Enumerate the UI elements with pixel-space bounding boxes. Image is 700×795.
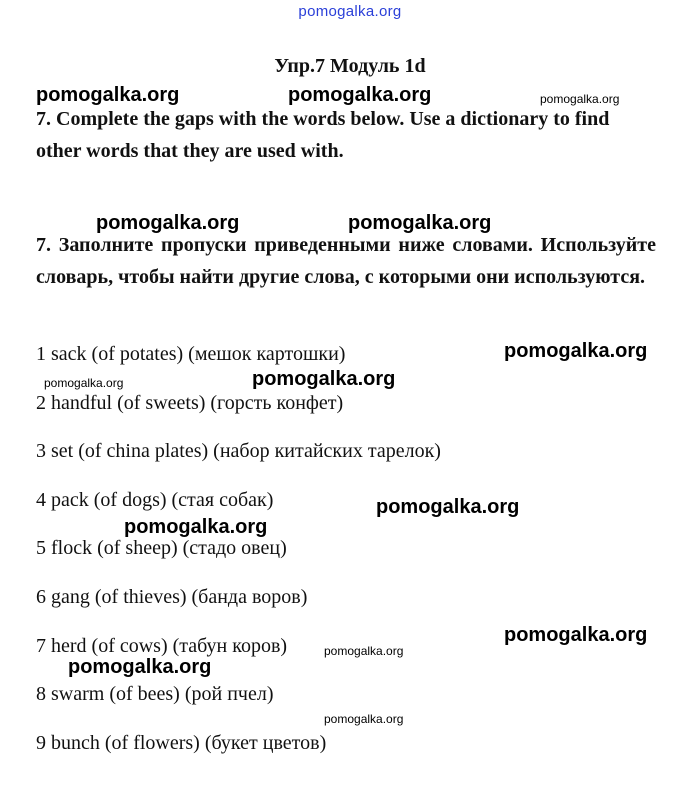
instruction-english: 7. Complete the gaps with the words below. Use a dictionary to find other words that they are used with. <box>36 108 610 162</box>
answer-item: 1 sack (of potates) (мешок картошки) <box>36 343 346 365</box>
watermark: pomogalka.org <box>324 712 404 726</box>
watermark: pomogalka.org <box>348 212 492 234</box>
watermark: pomogalka.org <box>44 376 124 390</box>
instruction-russian: 7. Заполните пропуски приведенными ниже словами. Используйте словарь, чтобы найти другие слова, с которыми они используются. <box>36 234 656 288</box>
watermark: pomogalka.org <box>324 644 404 658</box>
exercise-title: Упр.7 Модуль 1d <box>274 55 426 77</box>
watermark: pomogalka.org <box>36 84 180 106</box>
answer-item: 7 herd (of cows) (табун коров) <box>36 634 288 657</box>
watermark: pomogalka.org <box>504 340 648 362</box>
watermark: pomogalka.org <box>376 496 520 518</box>
watermark: pomogalka.org <box>124 516 268 538</box>
watermark: pomogalka.org <box>252 368 396 390</box>
site-link[interactable]: pomogalka.org <box>298 3 402 20</box>
answer-item: 5 flock (of sheep) (стадо овец) <box>36 537 287 560</box>
watermark: pomogalka.org <box>68 656 212 678</box>
watermark: pomogalka.org <box>96 212 240 234</box>
answer-item: 4 pack (of dogs) (стая собак) <box>36 488 274 511</box>
answer-item: 2 handful (of sweets) (горсть конфет) <box>36 391 344 414</box>
answer-item: 9 bunch (of flowers) (букет цветов) <box>36 731 327 754</box>
watermark: pomogalka.org <box>288 84 432 106</box>
answer-item: 6 gang (of thieves) (банда воров) <box>36 585 308 608</box>
answer-item: 8 swarm (of bees) (рой пчел) <box>36 683 274 706</box>
watermark: pomogalka.org <box>504 624 648 646</box>
watermark: pomogalka.org <box>540 92 620 106</box>
answer-item: 3 set (of china plates) (набор китайских тарелок) <box>36 440 441 463</box>
